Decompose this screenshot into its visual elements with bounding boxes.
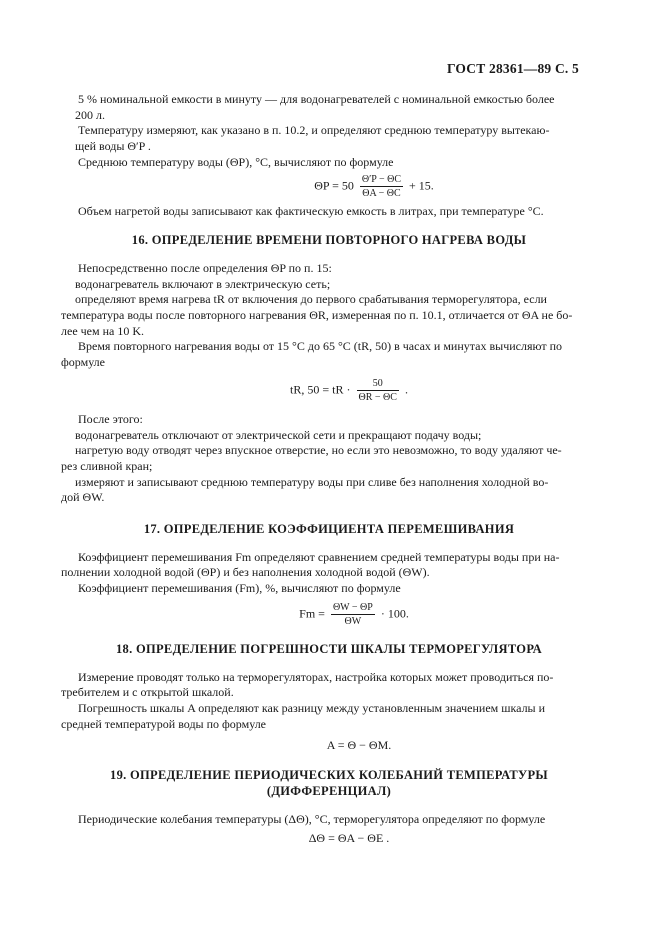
- fraction-numerator: ΘW − ΘP: [332, 601, 373, 613]
- fraction-numerator: Θ′P − ΘC: [361, 173, 402, 185]
- paragraph: Периодические колебания температуры (ΔΘ), °С, терморегулятора определяют по формуле: [78, 811, 546, 826]
- formula-reheat-time: [115, 377, 583, 404]
- paragraph: измеряют и записывают среднюю температуру воды при сливе без наполнения холодной во-: [75, 474, 549, 489]
- paragraph: 200 л.: [75, 107, 105, 122]
- paragraph: рез сливной кран;: [61, 458, 153, 473]
- section-title: 18. ОПРЕДЕЛЕНИЕ ПОГРЕШНОСТИ ШКАЛЫ ТЕРМОРЕГУЛЯТОРА: [116, 641, 542, 656]
- page-header: ГОСТ 28361—89 С. 5: [446, 61, 579, 76]
- paragraph: Коэффициент перемешивания (Fm), %, вычисляют по формуле: [78, 581, 401, 596]
- fraction: [331, 601, 375, 628]
- paragraph: полнении холодной водой (ΘP) и без наполнения холодной водой (ΘW).: [61, 565, 430, 580]
- formula-left: ΘP = 50: [314, 177, 354, 192]
- paragraph: После этого:: [78, 411, 143, 426]
- section-title: 19. ОПРЕДЕЛЕНИЕ ПЕРИОДИЧЕСКИХ КОЛЕБАНИЙ ТЕМПЕРАТУРЫ: [110, 768, 548, 783]
- paragraph: Среднюю температуру воды (ΘP), °С, вычисляют по формуле: [78, 154, 394, 169]
- section-title-continued: (ДИФФЕРЕНЦИАЛ): [266, 783, 392, 798]
- section-title: 17. ОПРЕДЕЛЕНИЕ КОЭФФИЦИЕНТА ПЕРЕМЕШИВАНИЯ: [143, 522, 515, 537]
- paragraph: нагретую воду отводят через впускное отверстие, но если это невозможно, то воду удаляют че-: [75, 443, 562, 458]
- paragraph: водонагреватель отключают от электрической сети и прекращают подачу воды;: [75, 427, 482, 442]
- fraction-denominator: ΘR − ΘC: [358, 391, 397, 403]
- fraction-denominator: ΘA − ΘC: [362, 187, 401, 199]
- formula-right: · 100.: [380, 606, 409, 621]
- fraction: [357, 377, 399, 404]
- paragraph: определяют время нагрева tR от включения до первого срабатывания терморегулятора, если: [75, 292, 547, 307]
- paragraph: 5 % номинальной емкости в минуту — для водонагревателей с номинальной емкостью более: [78, 92, 555, 106]
- formula-theta-p: [165, 173, 583, 200]
- paragraph: водонагреватель включают в электрическую сеть;: [75, 276, 331, 291]
- paragraph: Коэффициент перемешивания Fm определяют сравнением средней температуры воды при на-: [78, 549, 560, 564]
- section-title: 16. ОПРЕДЕЛЕНИЕ ВРЕМЕНИ ПОВТОРНОГО НАГРЕВА ВОДЫ: [131, 233, 527, 248]
- paragraph: лее чем на 10 K.: [61, 323, 145, 338]
- fraction-denominator: ΘW: [344, 615, 362, 627]
- paragraph: средней температурой воды по формуле: [61, 716, 267, 731]
- paragraph: формуле: [61, 355, 105, 370]
- page-content: [61, 92, 583, 847]
- fraction: [360, 173, 403, 200]
- formula-mixing-coefficient: [125, 601, 583, 628]
- formula-differential: ΔΘ = ΘA − ΘE .: [308, 831, 390, 846]
- paragraph: температура воды после повторного нагревания ΘR, измеренная по п. 10.1, отличается от ΘA не бо-: [61, 308, 573, 323]
- formula-scale-error: A = Θ − ΘM.: [326, 738, 392, 753]
- paragraph: Непосредственно после определения ΘP по п. 15:: [78, 260, 332, 275]
- paragraph: Температуру измеряют, как указано в п. 10.2, и определяют среднюю температуру вытекаю-: [78, 123, 550, 138]
- paragraph: требителем и с открытой шкалой.: [61, 685, 234, 700]
- paragraph: Время повторного нагревания воды от 15 °С до 65 °С (tR, 50) в часах и минутах вычисляют по: [78, 339, 562, 354]
- paragraph: Измерение проводят только на терморегуляторах, настройка которых может проводиться по-: [78, 669, 554, 684]
- paragraph: дой ΘW.: [61, 490, 105, 505]
- paragraph: щей воды Θ′P .: [75, 139, 151, 154]
- formula-left: Fm =: [299, 606, 325, 621]
- paragraph: Объем нагретой воды записывают как фактическую емкость в литрах, при температуре °С.: [78, 203, 544, 218]
- paragraph: Погрешность шкалы A определяют как разницу между установленным значением шкалы и: [78, 700, 546, 715]
- formula-right: + 15.: [409, 177, 434, 192]
- formula-left: tR, 50 = tR ·: [290, 382, 351, 397]
- fraction-numerator: 50: [357, 377, 399, 391]
- formula-right: .: [404, 382, 408, 397]
